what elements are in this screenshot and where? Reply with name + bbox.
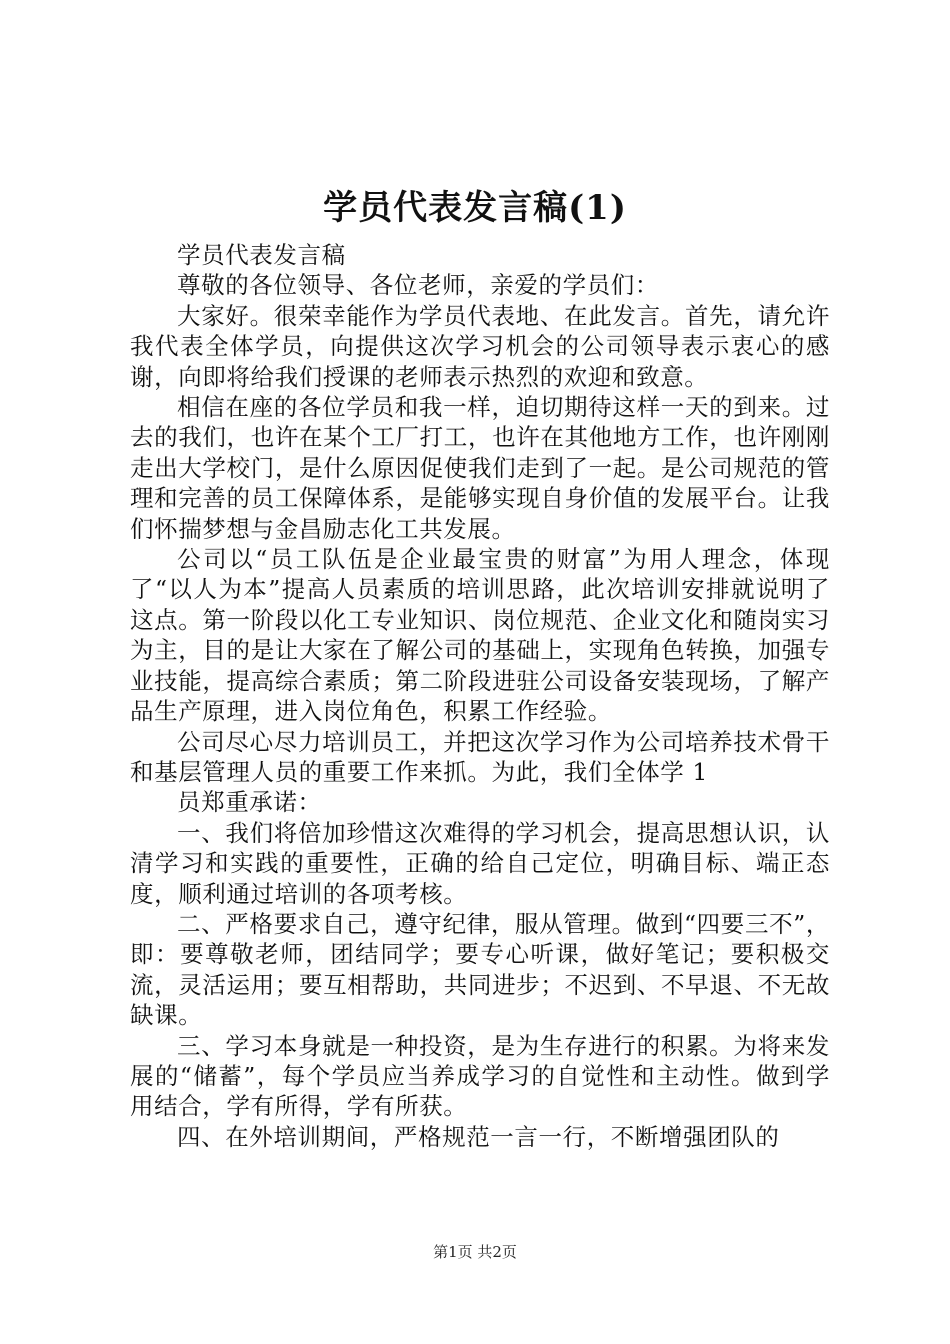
paragraph: 相信在座的各位学员和我一样，迫切期待这样一天的到来。过去的我们，也许在某个工厂打工，也许在其他地方工作，也许刚刚走出大学校门，是什么原因促使我们走到了一起。是公司规范的管理和完善的员工保障体系，是能够实现自身价值的发展平台。让我们怀揣梦想与金昌励志化工共发展。 xyxy=(130,393,830,543)
paragraph: 一、我们将倍加珍惜这次难得的学习机会，提高思想认识，认清学习和实践的重要性，正确的给自己定位，明确目标、端正态度，顺利通过培训的各项考核。 xyxy=(130,818,830,908)
paragraph: 公司以“员工队伍是企业最宝贵的财富”为用人理念，体现了“以人为本”提高人员素质的培训思路，此次培训安排就说明了这点。第一阶段以化工专业知识、岗位规范、企业文化和随岗实习为主，目的是让大家在了解公司的基础上，实现角色转换，加强专业技能，提高综合素质；第二阶段进驻公司设备安装现场，了解产品生产原理，进入岗位角色，积累工作经验。 xyxy=(130,545,830,726)
paragraph-salutation: 尊敬的各位领导、各位老师，亲爱的学员们： xyxy=(177,271,659,300)
document-body xyxy=(130,240,830,1152)
paragraph: 大家好。很荣幸能作为学员代表地、在此发言。首先，请允许我代表全体学员，向提供这次学习机会的公司领导表示衷心的感谢，向即将给我们授课的老师表示热烈的欢迎和致意。 xyxy=(130,301,830,391)
paragraph: 员郑重承诺： xyxy=(177,788,322,817)
paragraph: 三、学习本身就是一种投资，是为生存进行的积累。为将来发展的“储蓄”，每个学员应当养成学习的自觉性和主动性。做到学用结合，学有所得，学有所获。 xyxy=(130,1031,830,1121)
document-title: 学员代表发言稿(1) xyxy=(323,188,627,228)
page-footer: 第1页 共2页 xyxy=(433,1243,517,1261)
paragraph: 公司尽心尽力培训员工，并把这次学习作为公司培养技术骨干和基层管理人员的重要工作来抓。为此，我们全体学 1 xyxy=(130,727,830,786)
paragraph: 四、在外培训期间，严格规范一言一行，不断增强团队的 xyxy=(177,1122,780,1151)
paragraph-heading: 学员代表发言稿 xyxy=(177,241,346,269)
paragraph: 二、严格要求自己，遵守纪律，服从管理。做到“四要三不”，即：要尊敬老师，团结同学；要专心听课，做好笔记；要积极交流，灵活运用；要互相帮助，共同进步；不迟到、不早退、不无故缺课。 xyxy=(130,909,830,1030)
